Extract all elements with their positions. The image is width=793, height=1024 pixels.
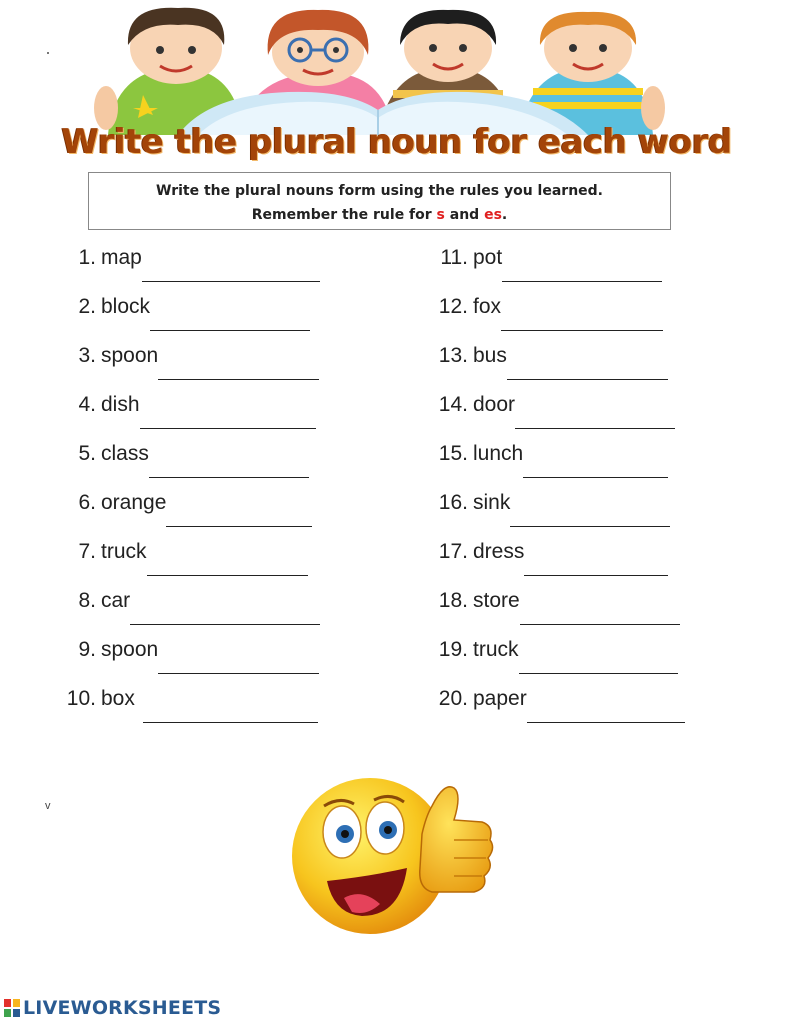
- item-word: truck: [473, 638, 519, 661]
- item-number: 19.: [438, 638, 468, 661]
- rule-s: s: [436, 207, 445, 223]
- item-word: car: [101, 589, 131, 612]
- answer-blank[interactable]: [520, 606, 680, 625]
- item-number: 4.: [78, 393, 96, 416]
- item-number: 17.: [438, 540, 468, 563]
- stray-dot: [47, 52, 49, 54]
- item-number: 8.: [78, 589, 96, 612]
- list-item: [52, 295, 320, 344]
- item-number: 10.: [66, 687, 96, 710]
- list-item: [52, 344, 320, 393]
- item-number: 15.: [438, 442, 468, 465]
- item-word: class: [101, 442, 149, 465]
- instructions-line-2: [89, 203, 670, 227]
- answer-blank[interactable]: [515, 410, 675, 429]
- list-item: [424, 246, 685, 295]
- item-number: 18.: [438, 589, 468, 612]
- answer-blank[interactable]: [510, 508, 670, 527]
- answer-blank[interactable]: [140, 410, 316, 429]
- item-word: map: [101, 246, 142, 269]
- list-item: [424, 491, 685, 540]
- item-number: 13.: [438, 344, 468, 367]
- item-number: 3.: [78, 344, 96, 367]
- list-item: [52, 491, 320, 540]
- item-word: truck: [101, 540, 147, 563]
- answer-blank[interactable]: [149, 459, 309, 478]
- answer-blank[interactable]: [158, 361, 319, 380]
- kids-banner-illustration: [88, 0, 668, 135]
- stray-mark: v: [45, 800, 51, 812]
- list-item: [52, 540, 320, 589]
- answer-blank[interactable]: [501, 312, 663, 331]
- footer-logo: [4, 996, 221, 1020]
- rule-es: es: [484, 207, 502, 223]
- item-word: door: [473, 393, 516, 416]
- item-number: 5.: [78, 442, 96, 465]
- page-title: Write the plural noun for each word: [61, 122, 732, 162]
- answer-blank[interactable]: [524, 557, 668, 576]
- list-item: [52, 393, 320, 442]
- item-number: 12.: [438, 295, 468, 318]
- instructions-box: [88, 172, 671, 230]
- answer-blank[interactable]: [502, 263, 662, 282]
- answer-blank[interactable]: [150, 312, 310, 331]
- item-number: 7.: [78, 540, 96, 563]
- instructions-line-2-and: and: [444, 207, 485, 223]
- item-word: store: [473, 589, 520, 612]
- item-number: 9.: [78, 638, 96, 661]
- liveworksheets-logo-icon: [4, 999, 20, 1017]
- item-number: 20.: [438, 687, 468, 710]
- left-column: [52, 246, 320, 736]
- list-item: [424, 589, 685, 638]
- answer-blank[interactable]: [507, 361, 668, 380]
- answer-blank[interactable]: [143, 704, 318, 723]
- item-word: orange: [101, 491, 167, 514]
- list-item: [424, 442, 685, 491]
- item-word: box: [101, 687, 135, 710]
- item-word: spoon: [101, 638, 159, 661]
- item-number: 16.: [438, 491, 468, 514]
- list-item: [52, 638, 320, 687]
- list-item: [52, 589, 320, 638]
- item-word: paper: [473, 687, 527, 710]
- instructions-line-1: Write the plural nouns form using the rules you learned.: [156, 183, 603, 199]
- item-word: pot: [473, 246, 503, 269]
- footer-logo-text: LIVEWORKSHEETS: [23, 997, 222, 1019]
- answer-blank[interactable]: [523, 459, 668, 478]
- answer-blank[interactable]: [519, 655, 678, 674]
- list-item: [424, 393, 685, 442]
- instructions-line-2-suffix: .: [501, 207, 508, 223]
- list-item: [52, 687, 320, 736]
- item-word: block: [101, 295, 151, 318]
- item-number: 11.: [440, 246, 468, 269]
- answer-blank[interactable]: [166, 508, 312, 527]
- item-word: dress: [473, 540, 525, 563]
- item-number: 2.: [78, 295, 96, 318]
- list-item: [424, 638, 685, 687]
- list-item: [52, 246, 320, 295]
- answer-blank[interactable]: [158, 655, 319, 674]
- item-word: fox: [473, 295, 502, 318]
- thumbs-up-smiley-icon: [282, 776, 497, 936]
- item-word: spoon: [101, 344, 159, 367]
- item-number: 14.: [438, 393, 468, 416]
- list-item: [424, 295, 685, 344]
- right-column: [424, 246, 685, 736]
- list-item: [424, 687, 685, 736]
- answer-blank[interactable]: [142, 263, 320, 282]
- answer-blank[interactable]: [527, 704, 685, 723]
- answer-blank[interactable]: [147, 557, 308, 576]
- list-item: [424, 344, 685, 393]
- instructions-line-2-prefix: Remember the rule for: [251, 207, 437, 223]
- item-word: dish: [101, 393, 140, 416]
- item-word: sink: [473, 491, 511, 514]
- item-number: 6.: [78, 491, 96, 514]
- list-item: [424, 540, 685, 589]
- item-word: lunch: [473, 442, 524, 465]
- item-number: 1.: [78, 246, 96, 269]
- answer-blank[interactable]: [130, 606, 320, 625]
- item-word: bus: [473, 344, 507, 367]
- list-item: [52, 442, 320, 491]
